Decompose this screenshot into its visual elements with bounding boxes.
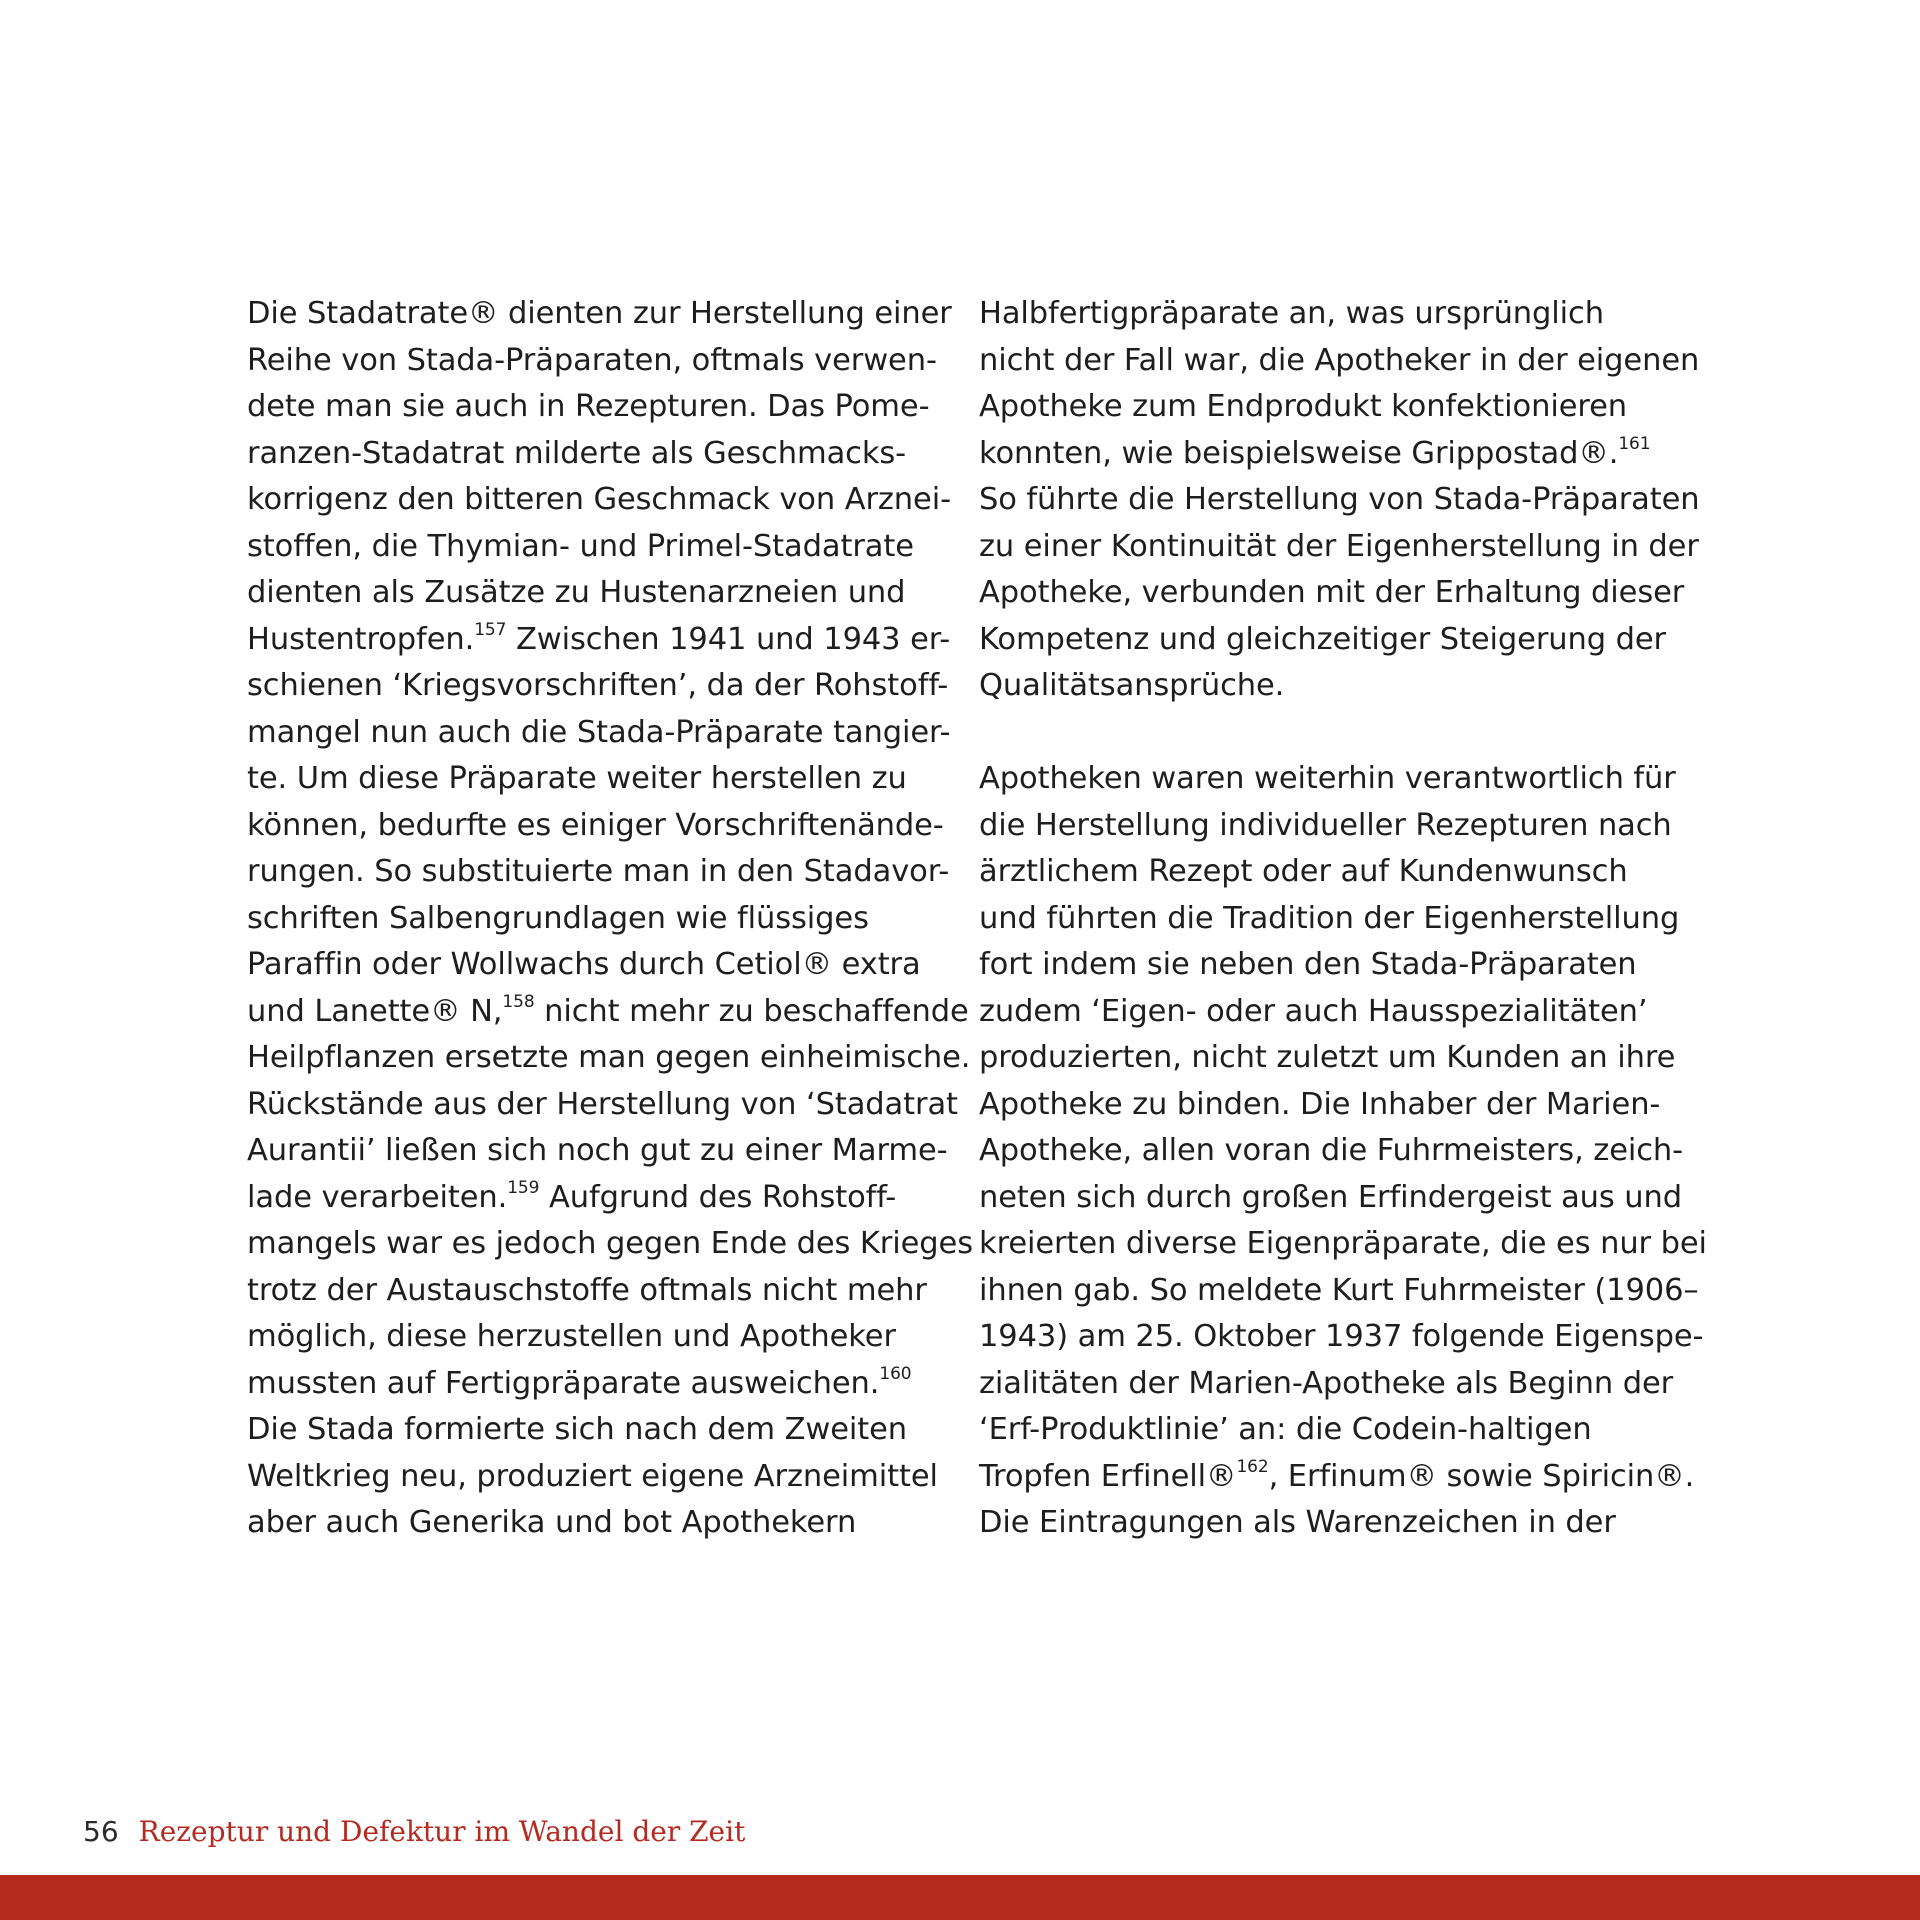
text-line: trotz der Austauschstoffe oftmals nicht mehr	[247, 1272, 927, 1308]
left-text-column	[247, 291, 973, 1547]
footer-accent-bar	[0, 1875, 1920, 1920]
text-line: rungen. So substituierte man in den Stadavor-	[247, 854, 950, 889]
right-text-column	[979, 291, 1707, 1547]
text-line: So führte die Herstellung von Stada-Präparaten	[979, 482, 1700, 517]
text-line	[247, 617, 951, 664]
text-line: 1943) am 25. Oktober 1937 folgende Eigenspe-	[979, 1319, 1704, 1354]
text-line: dienten als Zusätze zu Hustenarzneien und	[247, 575, 906, 610]
paragraph-spacer	[979, 710, 1679, 757]
footnote-ref-160: 160	[879, 1363, 912, 1384]
text-line: Die Eintragungen als Warenzeichen in der	[979, 1505, 1616, 1540]
text-line: ‘Erf-Produktlinie’ an: die Codein-haltigen	[979, 1412, 1592, 1447]
text-line: zialitäten der Marien-Apotheke als Beginn der	[979, 1365, 1674, 1401]
footnote-ref-161: 161	[1618, 433, 1651, 454]
text-line: Paraffin oder Wollwachs durch Cetiol® extra	[247, 947, 921, 982]
text-line: fort indem sie neben den Stada-Präparaten	[979, 947, 1637, 982]
text-line: Rückstände aus der Herstellung von ‘Stadatrat	[247, 1086, 958, 1122]
text-line: Halbfertigpräparate an, was ursprünglich	[979, 296, 1604, 331]
text-line: können, bedurfte es einiger Vorschriftenände-	[247, 807, 944, 843]
text-line: Apotheke, allen voran die Fuhrmeisters, zeich-	[979, 1133, 1684, 1168]
text-line: produzierten, nicht zuletzt um Kunden an ihre	[979, 1040, 1676, 1075]
text-fragment: nicht mehr zu beschaffende	[534, 993, 969, 1029]
text-line: mangels war es jedoch gegen Ende des Krieges	[247, 1226, 973, 1261]
text-line: te. Um diese Präparate weiter herstellen zu	[247, 761, 907, 796]
text-line: schienen ‘Kriegsvorschriften’, da der Rohstoff-	[247, 668, 949, 703]
text-line: Apotheke, verbunden mit der Erhaltung dieser	[979, 575, 1685, 610]
text-line: ranzen-Stadatrat milderte als Geschmacks-	[247, 435, 907, 471]
text-line: nicht der Fall war, die Apotheker in der eigenen	[979, 342, 1700, 378]
text-line: zudem ‘Eigen- oder auch Hausspezialitäten’	[979, 993, 1648, 1029]
text-line	[247, 1175, 947, 1222]
text-line: Apotheken waren weiterhin verantwortlich für	[979, 761, 1676, 796]
text-line: neten sich durch großen Erfindergeist aus und	[979, 1179, 1683, 1215]
text-line: zu einer Kontinuität der Eigenherstellung in der	[979, 528, 1699, 564]
text-line: stoffen, die Thymian- und Primel-Stadatrate	[247, 528, 914, 564]
text-line: Die Stadatrate® dienten zur Herstellung einer	[247, 296, 952, 331]
text-fragment: Zwischen 1941 und 1943 er-	[506, 621, 951, 657]
text-line	[247, 989, 969, 1036]
text-line: Kompetenz und gleichzeitiger Steigerung der	[979, 621, 1666, 657]
text-line: Aurantii’ ließen sich noch gut zu einer Marme-	[247, 1133, 948, 1168]
text-line: korrigenz den bitteren Geschmack von Arznei-	[247, 482, 951, 517]
text-line: Reihe von Stada-Präparaten, oftmals verwen-	[247, 342, 937, 378]
text-fragment: konnten, wie beispielsweise Grippostad®.	[979, 435, 1619, 471]
text-line: die Herstellung individueller Rezepturen nach	[979, 807, 1672, 843]
text-fragment: mussten auf Fertigpräparate ausweichen.	[247, 1365, 880, 1401]
running-title: Rezeptur und Defektur im Wandel der Zeit	[138, 1815, 746, 1848]
text-line: Apotheke zum Endprodukt konfektionieren	[979, 389, 1628, 424]
footnote-ref-159: 159	[507, 1177, 540, 1198]
text-line: Die Stada formierte sich nach dem Zweiten	[247, 1412, 908, 1447]
text-line: kreierten diverse Eigenpräparate, die es nur bei	[979, 1226, 1707, 1261]
footnote-ref-157: 157	[474, 619, 507, 640]
text-fragment: Aufgrund des Rohstoff-	[539, 1179, 897, 1215]
text-line: und führten die Tradition der Eigenherstellung	[979, 900, 1680, 936]
page-footer	[83, 1812, 745, 1852]
text-line: möglich, diese herzustellen und Apotheker	[247, 1319, 896, 1354]
text-line: Heilpflanzen ersetzte man gegen einheimische.	[247, 1040, 971, 1075]
text-line: dete man sie auch in Rezepturen. Das Pome-	[247, 389, 930, 424]
text-line: Qualitätsansprüche.	[979, 668, 1285, 703]
text-line: ärztlichem Rezept oder auf Kundenwunsch	[979, 854, 1628, 889]
text-line	[979, 1454, 1695, 1501]
footnote-ref-162: 162	[1236, 1456, 1269, 1477]
text-fragment: und Lanette® N,	[247, 993, 503, 1029]
text-line: Apotheke zu binden. Die Inhaber der Marien-	[979, 1086, 1661, 1122]
text-line: mangel nun auch die Stada-Präparate tangier-	[247, 714, 951, 750]
text-line: Weltkrieg neu, produziert eigene Arzneimittel	[247, 1458, 938, 1494]
text-line: schriften Salbengrundlagen wie flüssiges	[247, 900, 869, 936]
text-line: aber auch Generika und bot Apothekern	[247, 1505, 857, 1540]
page-number: 56	[83, 1815, 119, 1848]
text-fragment: Hustentropfen.	[247, 621, 475, 657]
text-fragment: , Erfinum® sowie Spiricin®.	[1268, 1458, 1695, 1494]
text-line	[979, 431, 1679, 478]
text-line	[247, 1361, 947, 1408]
text-fragment: Tropfen Erfinell®	[979, 1458, 1237, 1494]
text-line: ihnen gab. So meldete Kurt Fuhrmeister (1906–	[979, 1272, 1699, 1308]
text-fragment: lade verarbeiten.	[247, 1179, 508, 1215]
footnote-ref-158: 158	[502, 991, 535, 1012]
